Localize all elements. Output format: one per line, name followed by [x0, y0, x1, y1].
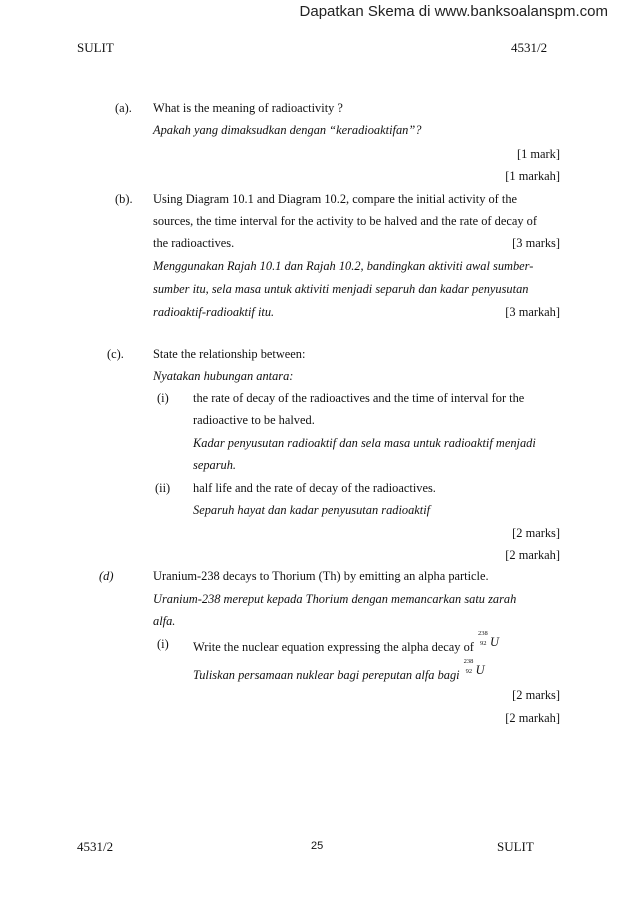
question-b-malay-line2: sumber itu, sela masa untuk aktiviti menjadi separuh dan kadar penyusutan: [153, 282, 529, 296]
nuclide-atomic-number: 92: [465, 668, 473, 675]
question-d-markah: [2 markah]: [505, 711, 560, 725]
question-b-malay-line1: Menggunakan Rajah 10.1 dan Rajah 10.2, bandingkan aktiviti awal sumber-: [153, 259, 534, 273]
question-b-english-line2: sources, the time interval for the activity to be halved and the rate of decay of: [153, 214, 537, 228]
question-d-i-english-line: [193, 630, 499, 655]
question-d-marks: [2 marks]: [512, 688, 560, 702]
nuclide-atomic-number: 92: [479, 640, 487, 647]
footer-left: 4531/2: [77, 839, 114, 854]
question-b-label: (b).: [115, 192, 133, 206]
source-banner: Dapatkan Skema di www.banksoalanspm.com: [299, 3, 608, 20]
header-right: 4531/2: [511, 40, 548, 55]
question-a-english: What is the meaning of radioactivity ?: [153, 101, 343, 115]
page-number: 25: [311, 840, 324, 852]
footer-right: SULIT: [497, 839, 534, 854]
nuclide-symbol: U: [489, 635, 499, 649]
question-b-english-line1: Using Diagram 10.1 and Diagram 10.2, compare the initial activity of the: [153, 192, 518, 206]
question-a-malay: Apakah yang dimaksudkan dengan “keradioaktifan”?: [153, 123, 422, 137]
question-c-markah: [2 markah]: [505, 548, 560, 562]
question-c-i-english-line2: radioactive to be halved.: [193, 413, 315, 427]
question-a-markah: [1 markah]: [505, 169, 560, 183]
question-d-i-malay-line: [193, 658, 485, 683]
question-c-malay: Nyatakan hubungan antara:: [153, 369, 294, 383]
question-b-english-line3: the radioactives.: [153, 236, 235, 250]
question-c-marks: [2 marks]: [512, 526, 560, 540]
question-c-i-malay-line1: Kadar penyusutan radioaktif dan sela masa untuk radioaktif menjadi: [193, 436, 536, 450]
question-b-markah: [3 markah]: [505, 305, 560, 319]
nuclide-symbol: U: [475, 663, 485, 677]
question-c-i-malay-line2: separuh.: [193, 458, 237, 472]
header-left: SULIT: [77, 40, 114, 55]
question-d-i-malay: Tuliskan persamaan nuklear bagi pereputan alfa bagi: [193, 668, 460, 682]
question-d-malay-line2: alfa.: [153, 614, 176, 628]
question-c-i-label: (i): [157, 391, 169, 405]
question-d-i-label: (i): [157, 637, 169, 651]
question-c-label: (c).: [107, 347, 124, 361]
uranium-nuclide-bm: [463, 658, 485, 679]
question-d-english: Uranium-238 decays to Thorium (Th) by emitting an alpha particle.: [153, 569, 489, 583]
question-b-marks: [3 marks]: [512, 236, 560, 250]
question-c-english: State the relationship between:: [153, 347, 306, 361]
nuclide-mass-number: 238: [463, 658, 474, 665]
question-c-ii-malay: Separuh hayat dan kadar penyusutan radioaktif: [193, 503, 431, 517]
question-d-label: (d): [99, 569, 114, 583]
question-d-malay-line1: Uranium-238 mereput kepada Thorium dengan memancarkan satu zarah: [153, 592, 517, 606]
question-a-label: (a).: [115, 101, 132, 115]
question-c-i-english-line1: the rate of decay of the radioactives and the time of interval for the: [193, 391, 525, 405]
uranium-nuclide-en: [477, 630, 499, 651]
question-b-malay-line3: radioaktif-radioaktif itu.: [153, 305, 275, 319]
nuclide-mass-number: 238: [477, 630, 488, 637]
question-d-i-english: Write the nuclear equation expressing the alpha decay of: [193, 640, 474, 654]
question-a-marks: [1 mark]: [516, 147, 560, 161]
question-c-ii-english: half life and the rate of decay of the radioactives.: [193, 481, 436, 495]
question-c-ii-label: (ii): [155, 481, 171, 495]
